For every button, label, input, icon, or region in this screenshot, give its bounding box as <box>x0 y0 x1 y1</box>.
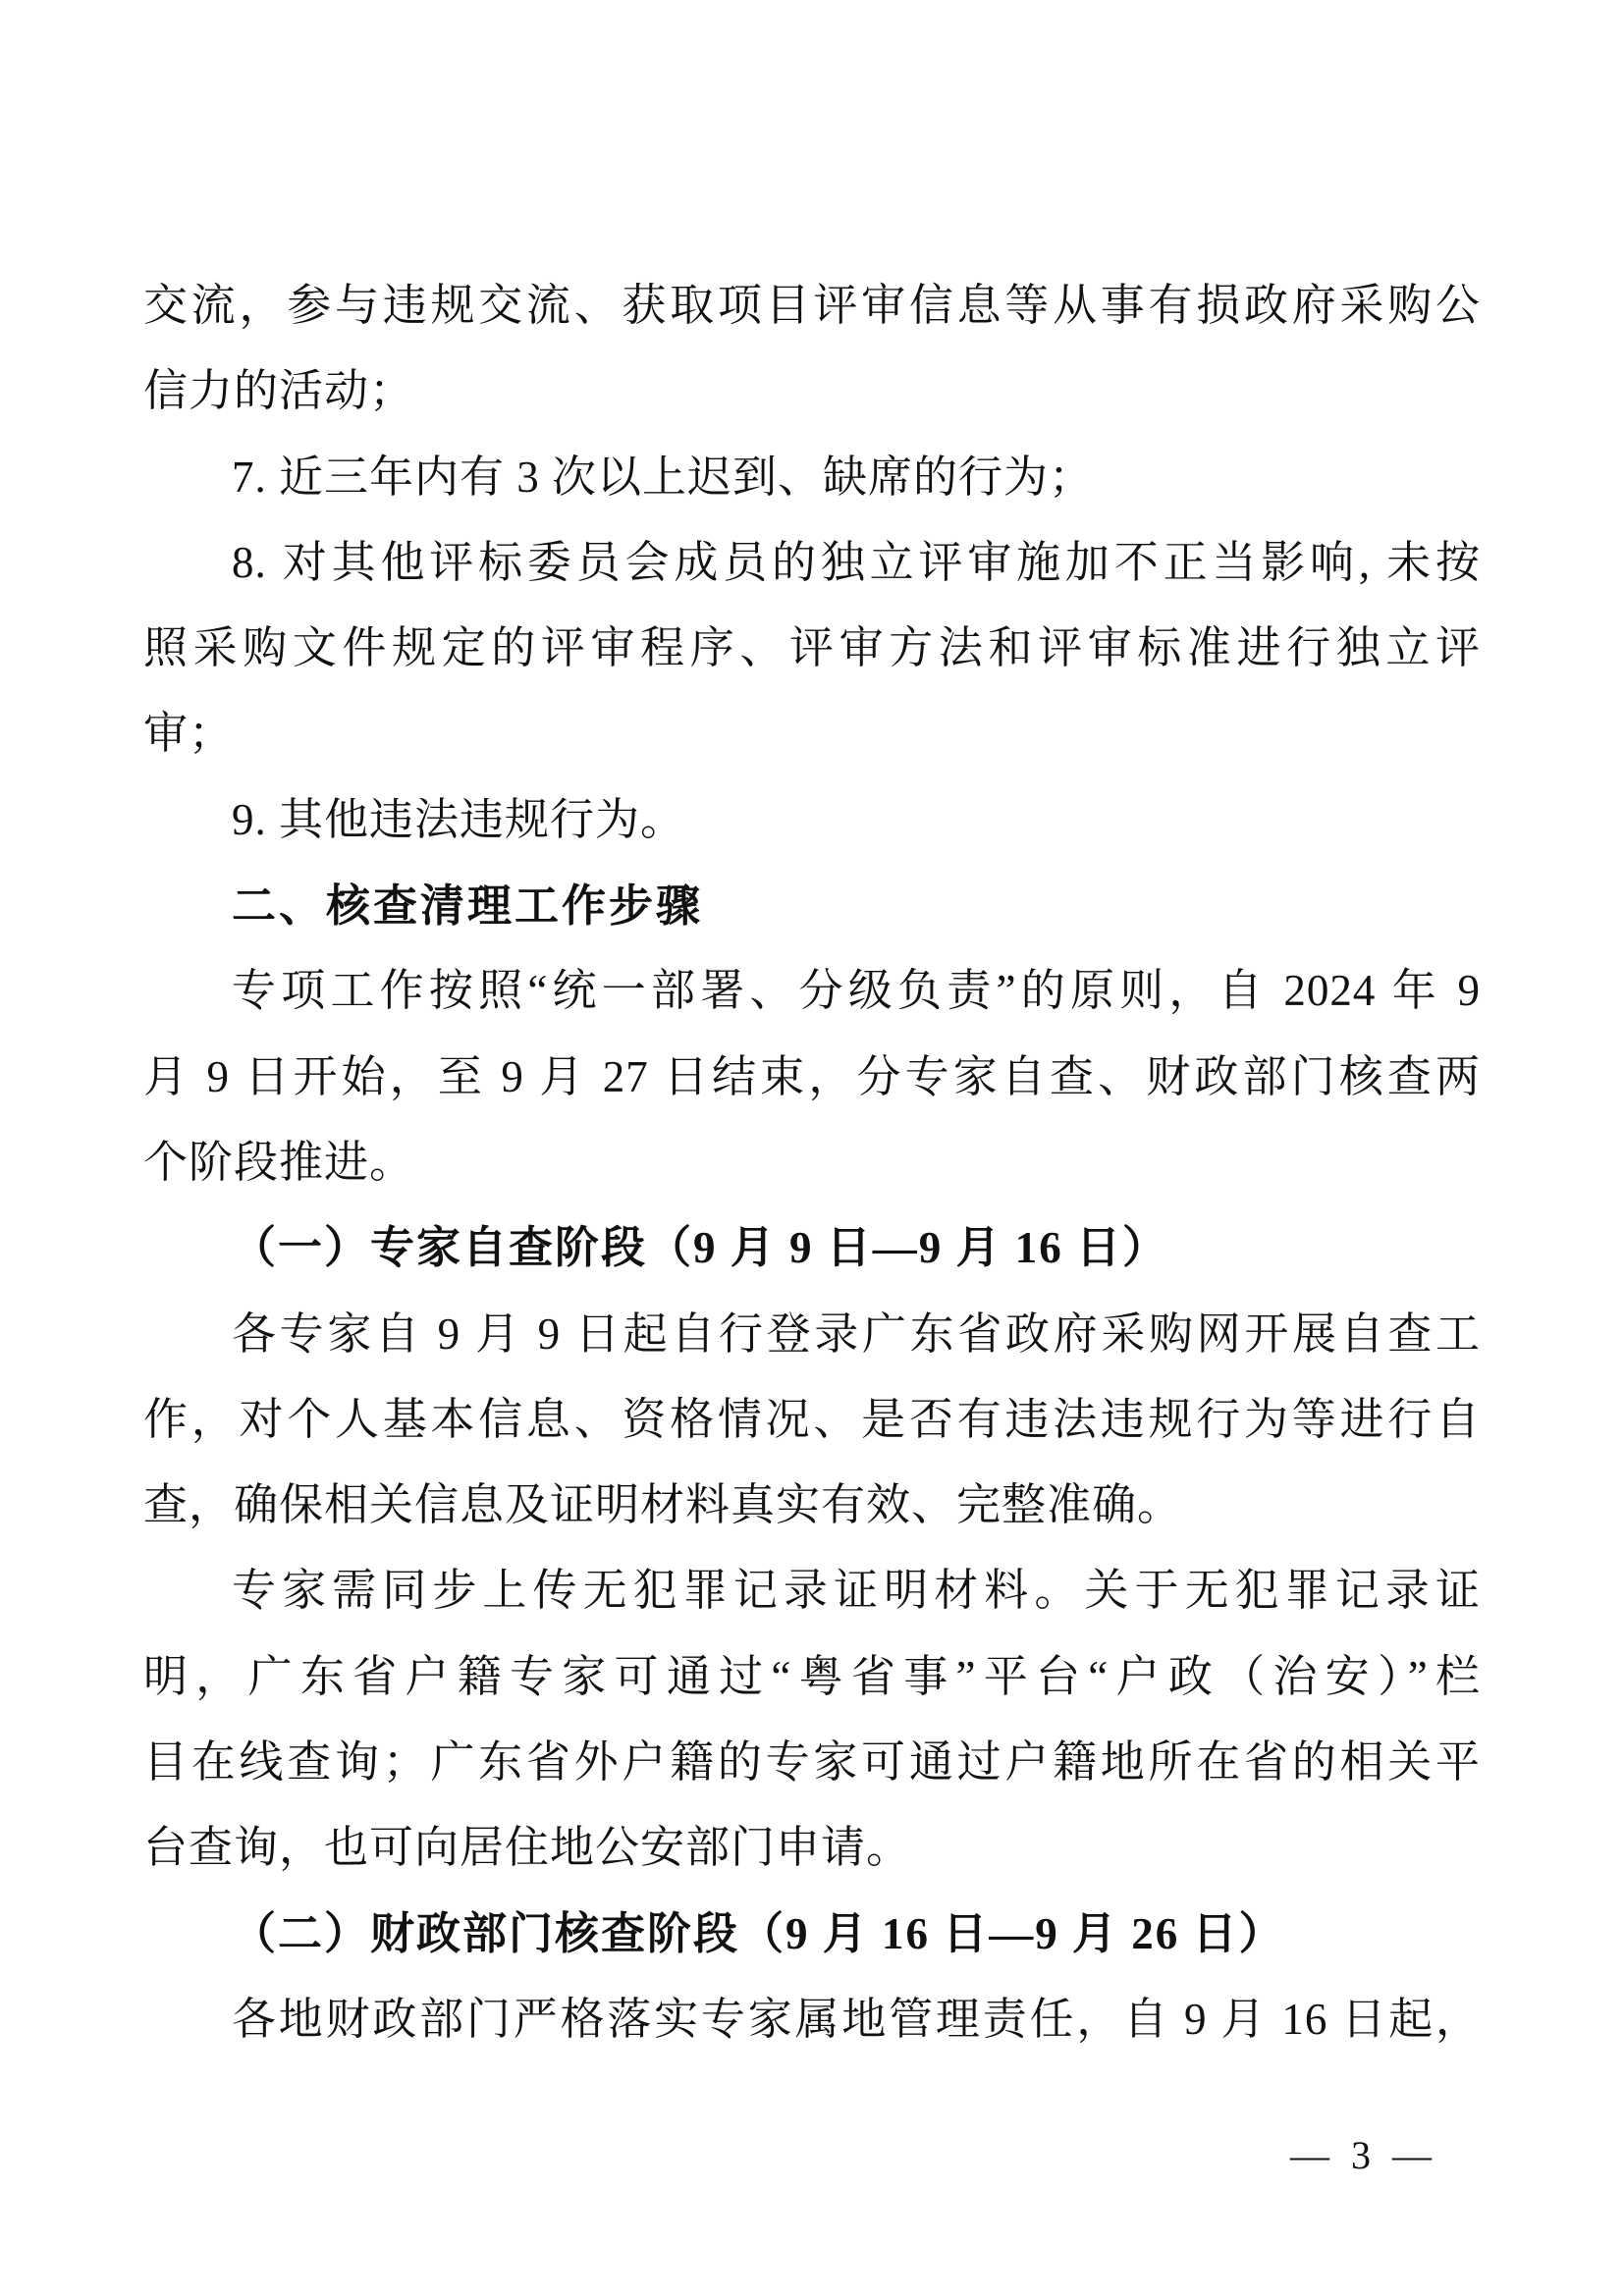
paragraph-line: 审； <box>143 709 235 759</box>
paragraph-line: 各专家自 9 月 9 日起自行登录广东省政府采购网开展自查工 <box>232 1308 1481 1359</box>
paragraph-line: 专项工作按照“统一部署、分级负责”的原则，自 2024 年 9 <box>232 966 1481 1016</box>
page-number: — 3 — <box>1290 2133 1437 2177</box>
paragraph-line: 照采购文件规定的评审程序、评审方法和评审标准进行独立评 <box>143 623 1481 673</box>
list-item-9: 9. 其他违法违规行为。 <box>232 794 686 844</box>
section-heading-2: 二、核查清理工作步骤 <box>232 881 704 932</box>
paragraph-line: 作，对个人基本信息、资格情况、是否有违法违规行为等进行自 <box>143 1394 1481 1444</box>
paragraph-line: 交流，参与违规交流、获取项目评审信息等从事有损政府采购公 <box>143 281 1481 330</box>
subsection-heading-2: （二）财政部门核查阶段（9 月 16 日—9 月 26 日） <box>232 1908 1285 1958</box>
paragraph-line: 月 9 日开始，至 9 月 27 日结束，分专家自查、财政部门核查两 <box>143 1051 1481 1101</box>
paragraph-line: 信力的活动； <box>143 366 415 416</box>
paragraph-line: 专家需同步上传无犯罪记录证明材料。关于无犯罪记录证 <box>232 1566 1481 1616</box>
subsection-heading-1: （一）专家自查阶段（9 月 9 日—9 月 16 日） <box>232 1223 1169 1273</box>
paragraph-line: 个阶段推进。 <box>143 1137 415 1187</box>
list-item-7: 7. 近三年内有 3 次以上迟到、缺席的行为； <box>232 452 1095 502</box>
list-item-8: 8. 对其他评标委员会成员的独立评审施加不正当影响, 未按 <box>232 537 1481 587</box>
document-body <box>143 263 1481 2062</box>
paragraph-line: 查，确保相关信息及证明材料真实有效、完整准确。 <box>143 1480 1183 1530</box>
paragraph-line: 各地财政部门严格落实专家属地管理责任，自 9 月 16 日起， <box>232 1994 1481 2044</box>
paragraph-line: 目在线查询；广东省外户籍的专家可通过户籍地所在省的相关平 <box>143 1737 1481 1788</box>
paragraph-line: 台查询，也可向居住地公安部门申请。 <box>143 1823 912 1873</box>
paragraph-line: 明，广东省户籍专家可通过“粤省事”平台“户政（治安）”栏 <box>143 1651 1481 1701</box>
